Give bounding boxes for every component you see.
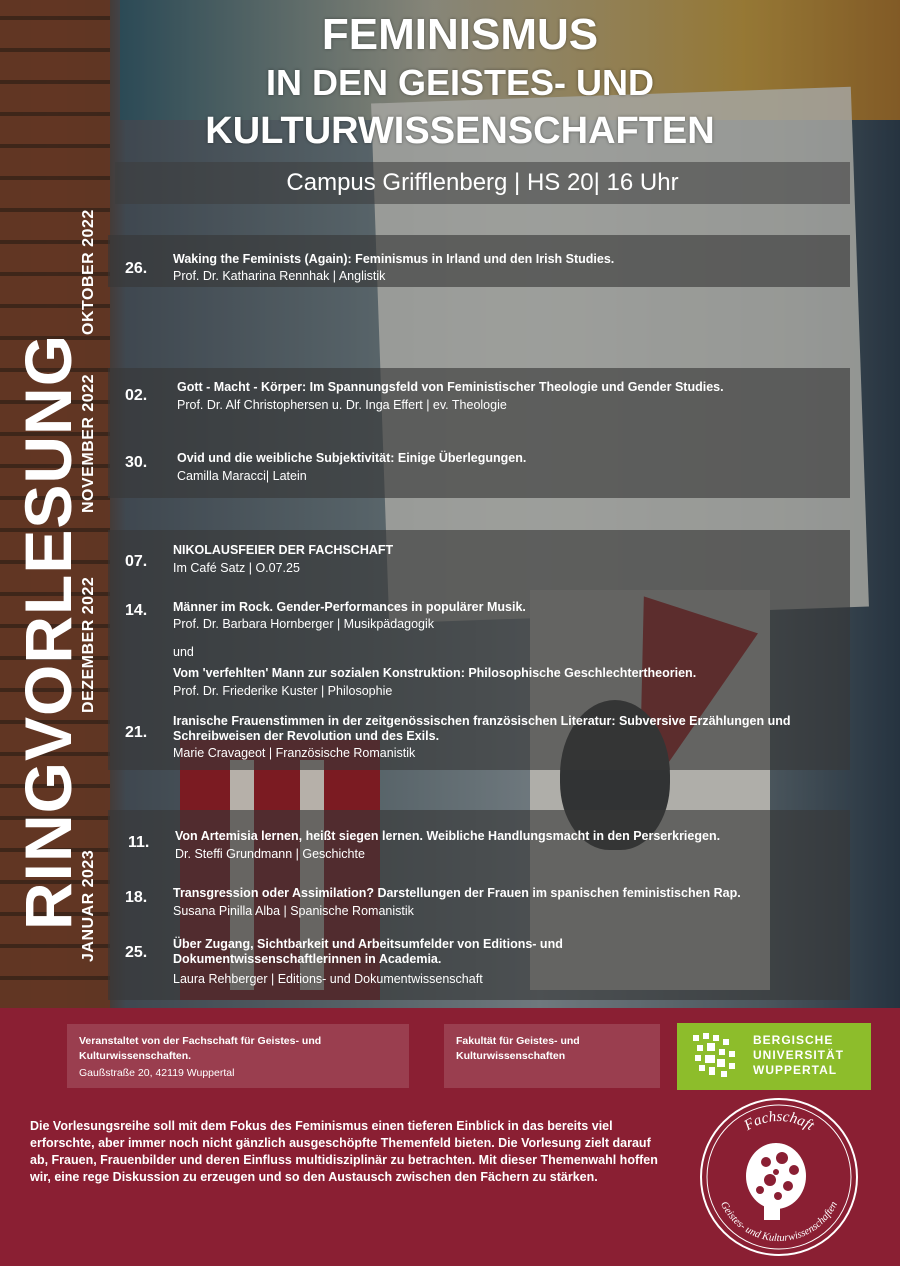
event-day: 21. <box>125 724 148 741</box>
event-speaker: Prof. Dr. Barbara Hornberger | Musikpädagogik <box>173 617 435 631</box>
university-lion-icon <box>689 1031 739 1081</box>
organizer-line-2: Kulturwissenschaften. <box>79 1050 192 1062</box>
event-title: Von Artemisia lernen, heißt siegen lernen. Weibliche Handlungsmacht in den Perserkriegen. <box>175 829 721 843</box>
university-name-line-2: UNIVERSITÄT <box>753 1048 845 1062</box>
title-line-3: KULTURWISSENSCHAFTEN <box>205 110 715 152</box>
organizer-line-1: Veranstaltet von der Fachschaft für Geistes- und <box>79 1035 322 1047</box>
event-title: Vom 'verfehlten' Mann zur sozialen Konstruktion: Philosophische Geschlechtertheorien. <box>173 666 697 680</box>
event-title: Iranische Frauenstimmen in der zeitgenössischen französischen Literatur: Subversive Erzählungen und Schreibweisen der Revolution und des Exils. <box>173 714 791 743</box>
event-speaker: Prof. Dr. Friederike Kuster | Philosophie <box>173 684 393 698</box>
month-dezember: DEZEMBER 2022 <box>80 576 97 713</box>
university-logo-box <box>677 1023 871 1090</box>
event-title: Gott - Macht - Körper: Im Spannungsfeld von Feministischer Theologie und Gender Studies. <box>177 380 724 394</box>
event-day: 07. <box>125 553 148 570</box>
event-title: Männer im Rock. Gender-Performances in populärer Musik. <box>173 600 526 614</box>
event-speaker: Im Café Satz | O.07.25 <box>173 561 300 575</box>
svg-text:Geistes- und Kulturwissenschaf: Geistes- und Kulturwissenschaften <box>718 1199 840 1245</box>
event-day: 18. <box>125 889 148 906</box>
venue-bar: Campus Grifflenberg | HS 20| 16 Uhr <box>115 162 850 204</box>
event-day: 26. <box>125 260 148 277</box>
faculty-box <box>444 1024 660 1088</box>
university-name-line-1: BERGISCHE <box>753 1033 834 1047</box>
event-speaker: Camilla Maracci| Latein <box>177 469 307 483</box>
event-speaker: Laura Rehberger | Editions- und Dokumentwissenschaft <box>173 972 483 986</box>
month-november: NOVEMBER 2022 <box>80 374 97 513</box>
university-name-line-3: WUPPERTAL <box>753 1063 838 1077</box>
faculty-line-1: Fakultät für Geistes- und <box>456 1035 580 1047</box>
svg-text:Fachschaft: Fachschaft <box>741 1108 817 1135</box>
event-day: 02. <box>125 387 148 404</box>
event-title: Ovid und die weibliche Subjektivität: Einige Überlegungen. <box>177 451 527 465</box>
event-speaker: Dr. Steffi Grundmann | Geschichte <box>175 847 365 861</box>
event-day: 14. <box>125 602 148 619</box>
event-speaker: Marie Cravageot | Französische Romanistik <box>173 746 416 760</box>
about-text: Die Vorlesungsreihe soll mit dem Fokus des Feminismus einen tieferen Einblick in das bereits viel erforschte, aber immer noch nicht gänzlich ausgeschöpfte Themenfeld bieten. Die Vorlesung zielt darauf ab, Frauen, Frauenbilder und deren Einfluss multidisziplinär zu betrachten. Mit dieser Themenwahl hoffen wir, eine rege Diskussion zu erzeugen und so den Austausch zwischen den Fächern zu stärken. <box>30 1119 658 1184</box>
event-title: Transgression oder Assimilation? Darstellungen der Frauen im spanischen feministischen Rap. <box>173 886 741 900</box>
event-speaker: Prof. Dr. Katharina Rennhak | Anglistik <box>173 269 386 283</box>
month-oktober: OKTOBER 2022 <box>80 209 97 335</box>
event-day: 30. <box>125 454 148 471</box>
month-januar: JANUAR 2023 <box>80 849 97 962</box>
university-name <box>753 1033 844 1078</box>
title-line-2: IN DEN GEISTES- UND <box>265 62 655 103</box>
event-day: 11. <box>128 834 150 851</box>
event-speaker: Susana Pinilla Alba | Spanische Romanistik <box>173 904 414 918</box>
event-title: NIKOLAUSFEIER DER FACHSCHAFT <box>173 543 394 557</box>
event-title: Über Zugang, Sichtbarkeit und Arbeitsumfelder von Editions- und Dokumentwissenschaftlerinnen in Academia. <box>173 937 563 966</box>
event-title: Waking the Feminists (Again): Feminismus in Irland und den Irish Studies. <box>173 252 615 266</box>
fachschaft-seal-logo <box>698 1096 860 1258</box>
organizer-box <box>67 1024 409 1088</box>
title-line-1: FEMINISMUS <box>321 10 599 59</box>
und-connector: und <box>173 645 194 659</box>
organizer-address: Gaußstraße 20, 42119 Wuppertal <box>79 1067 235 1079</box>
event-day: 25. <box>125 944 148 961</box>
faculty-line-2: Kulturwissenschaften <box>456 1050 566 1062</box>
series-label: RINGVORLESUNG <box>11 333 85 930</box>
event-speaker: Prof. Dr. Alf Christophersen u. Dr. Inga Effert | ev. Theologie <box>177 398 507 412</box>
